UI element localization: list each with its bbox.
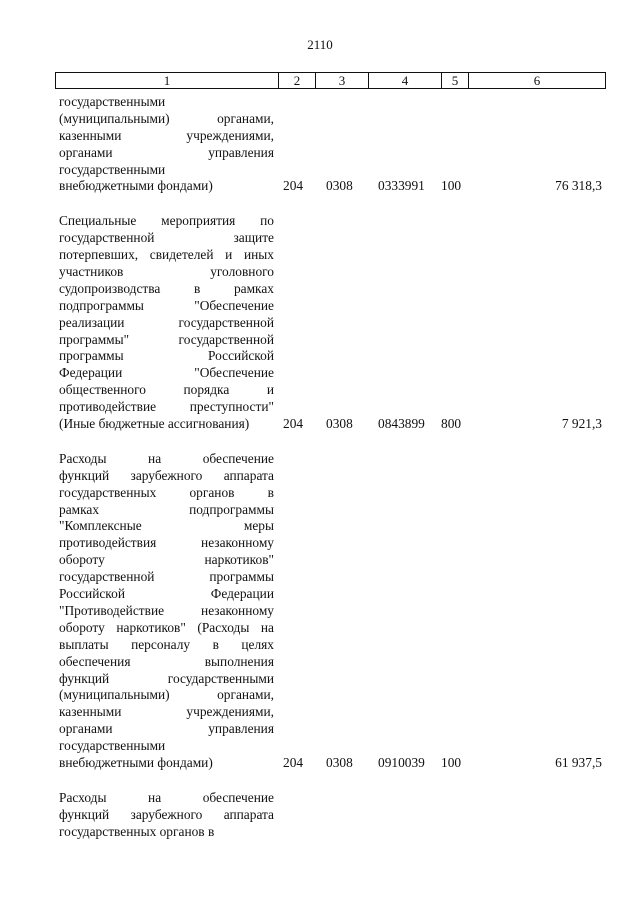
- target-article-code: 0333991: [378, 178, 425, 194]
- column-number: 1: [56, 73, 279, 89]
- description-line: выплаты персоналу в целях: [59, 636, 274, 652]
- description-line: государственными: [59, 161, 166, 177]
- section-code: 204: [283, 754, 304, 770]
- section-code: 204: [283, 178, 304, 194]
- expense-type-code: 100: [441, 178, 462, 194]
- column-number: 3: [316, 73, 369, 89]
- amount: 76 318,3: [555, 178, 602, 194]
- description-line: участников уголовного: [59, 264, 274, 280]
- subsection-code: 0308: [326, 754, 353, 770]
- target-article-code: 0910039: [378, 754, 425, 770]
- column-number: 2: [279, 73, 316, 89]
- description-line: государственных органов в: [59, 823, 215, 839]
- row-codes: [0, 416, 640, 433]
- subsection-code: 0308: [326, 416, 353, 432]
- row-description: [59, 451, 274, 772]
- description-line: государственной программы: [59, 569, 274, 585]
- section-code: 204: [283, 416, 304, 432]
- table-row: [0, 213, 640, 433]
- description-line: Федерации "Обеспечение: [59, 365, 274, 381]
- description-line: внебюджетными фондами): [59, 178, 213, 194]
- subsection-code: 0308: [326, 178, 353, 194]
- description-line: Российской Федерации: [59, 586, 274, 602]
- amount: 61 937,5: [555, 754, 602, 770]
- table-row: [0, 94, 640, 195]
- column-number: 5: [442, 73, 469, 89]
- column-number-row: [56, 73, 606, 89]
- description-line: государственных органов в: [59, 484, 274, 500]
- description-line: программы Российской: [59, 348, 274, 364]
- row-description: [59, 213, 274, 433]
- row-codes: [0, 178, 640, 195]
- description-line: "Противодействие незаконному: [59, 602, 274, 618]
- description-line: функций государственными: [59, 670, 274, 686]
- row-codes: [0, 755, 640, 772]
- row-codes: [0, 824, 640, 841]
- description-line: потерпевших, свидетелей и иных: [59, 247, 274, 263]
- page-number: 2110: [307, 37, 333, 52]
- description-line: судопроизводства в рамках: [59, 280, 274, 296]
- table-body: [0, 94, 640, 841]
- amount: 7 921,3: [561, 416, 602, 432]
- expense-type-code: 100: [441, 754, 462, 770]
- description-line: государственными: [59, 94, 166, 109]
- target-article-code: 0843899: [378, 416, 425, 432]
- table-row: [0, 451, 640, 772]
- description-line: государственными: [59, 738, 166, 754]
- description-line: реализации государственной: [59, 314, 274, 330]
- description-line: программы" государственной: [59, 331, 274, 347]
- expense-type-code: 800: [441, 416, 462, 432]
- description-line: обеспечения выполнения: [59, 653, 274, 669]
- description-line: (муниципальными) органами,: [59, 687, 274, 703]
- description-line: казенными учреждениями,: [59, 127, 274, 143]
- description-line: противодействия незаконному: [59, 535, 274, 551]
- description-line: противодействие преступности": [59, 399, 274, 415]
- table-header: [55, 72, 606, 89]
- description-line: (Иные бюджетные ассигнования): [59, 416, 250, 432]
- description-line: общественного порядка и: [59, 382, 274, 398]
- description-line: Специальные мероприятия по: [59, 213, 274, 229]
- description-line: органами управления: [59, 721, 274, 737]
- description-line: функций зарубежного аппарата: [59, 467, 274, 483]
- description-line: внебюджетными фондами): [59, 754, 213, 770]
- description-line: (муниципальными) органами,: [59, 110, 274, 126]
- description-line: государственной защите: [59, 230, 274, 246]
- description-line: органами управления: [59, 144, 274, 160]
- description-line: Расходы на обеспечение: [59, 450, 274, 466]
- column-number: 6: [469, 73, 606, 89]
- description-line: Расходы на обеспечение: [59, 789, 274, 805]
- description-line: обороту наркотиков": [59, 552, 274, 568]
- description-line: функций зарубежного аппарата: [59, 806, 274, 822]
- description-line: казенными учреждениями,: [59, 704, 274, 720]
- table-row: [0, 790, 640, 841]
- description-line: "Комплексные меры: [59, 518, 274, 534]
- description-line: рамках подпрограммы: [59, 501, 274, 517]
- description-line: подпрограммы "Обеспечение: [59, 297, 274, 313]
- column-number: 4: [369, 73, 442, 89]
- description-line: обороту наркотиков" (Расходы на: [59, 619, 274, 635]
